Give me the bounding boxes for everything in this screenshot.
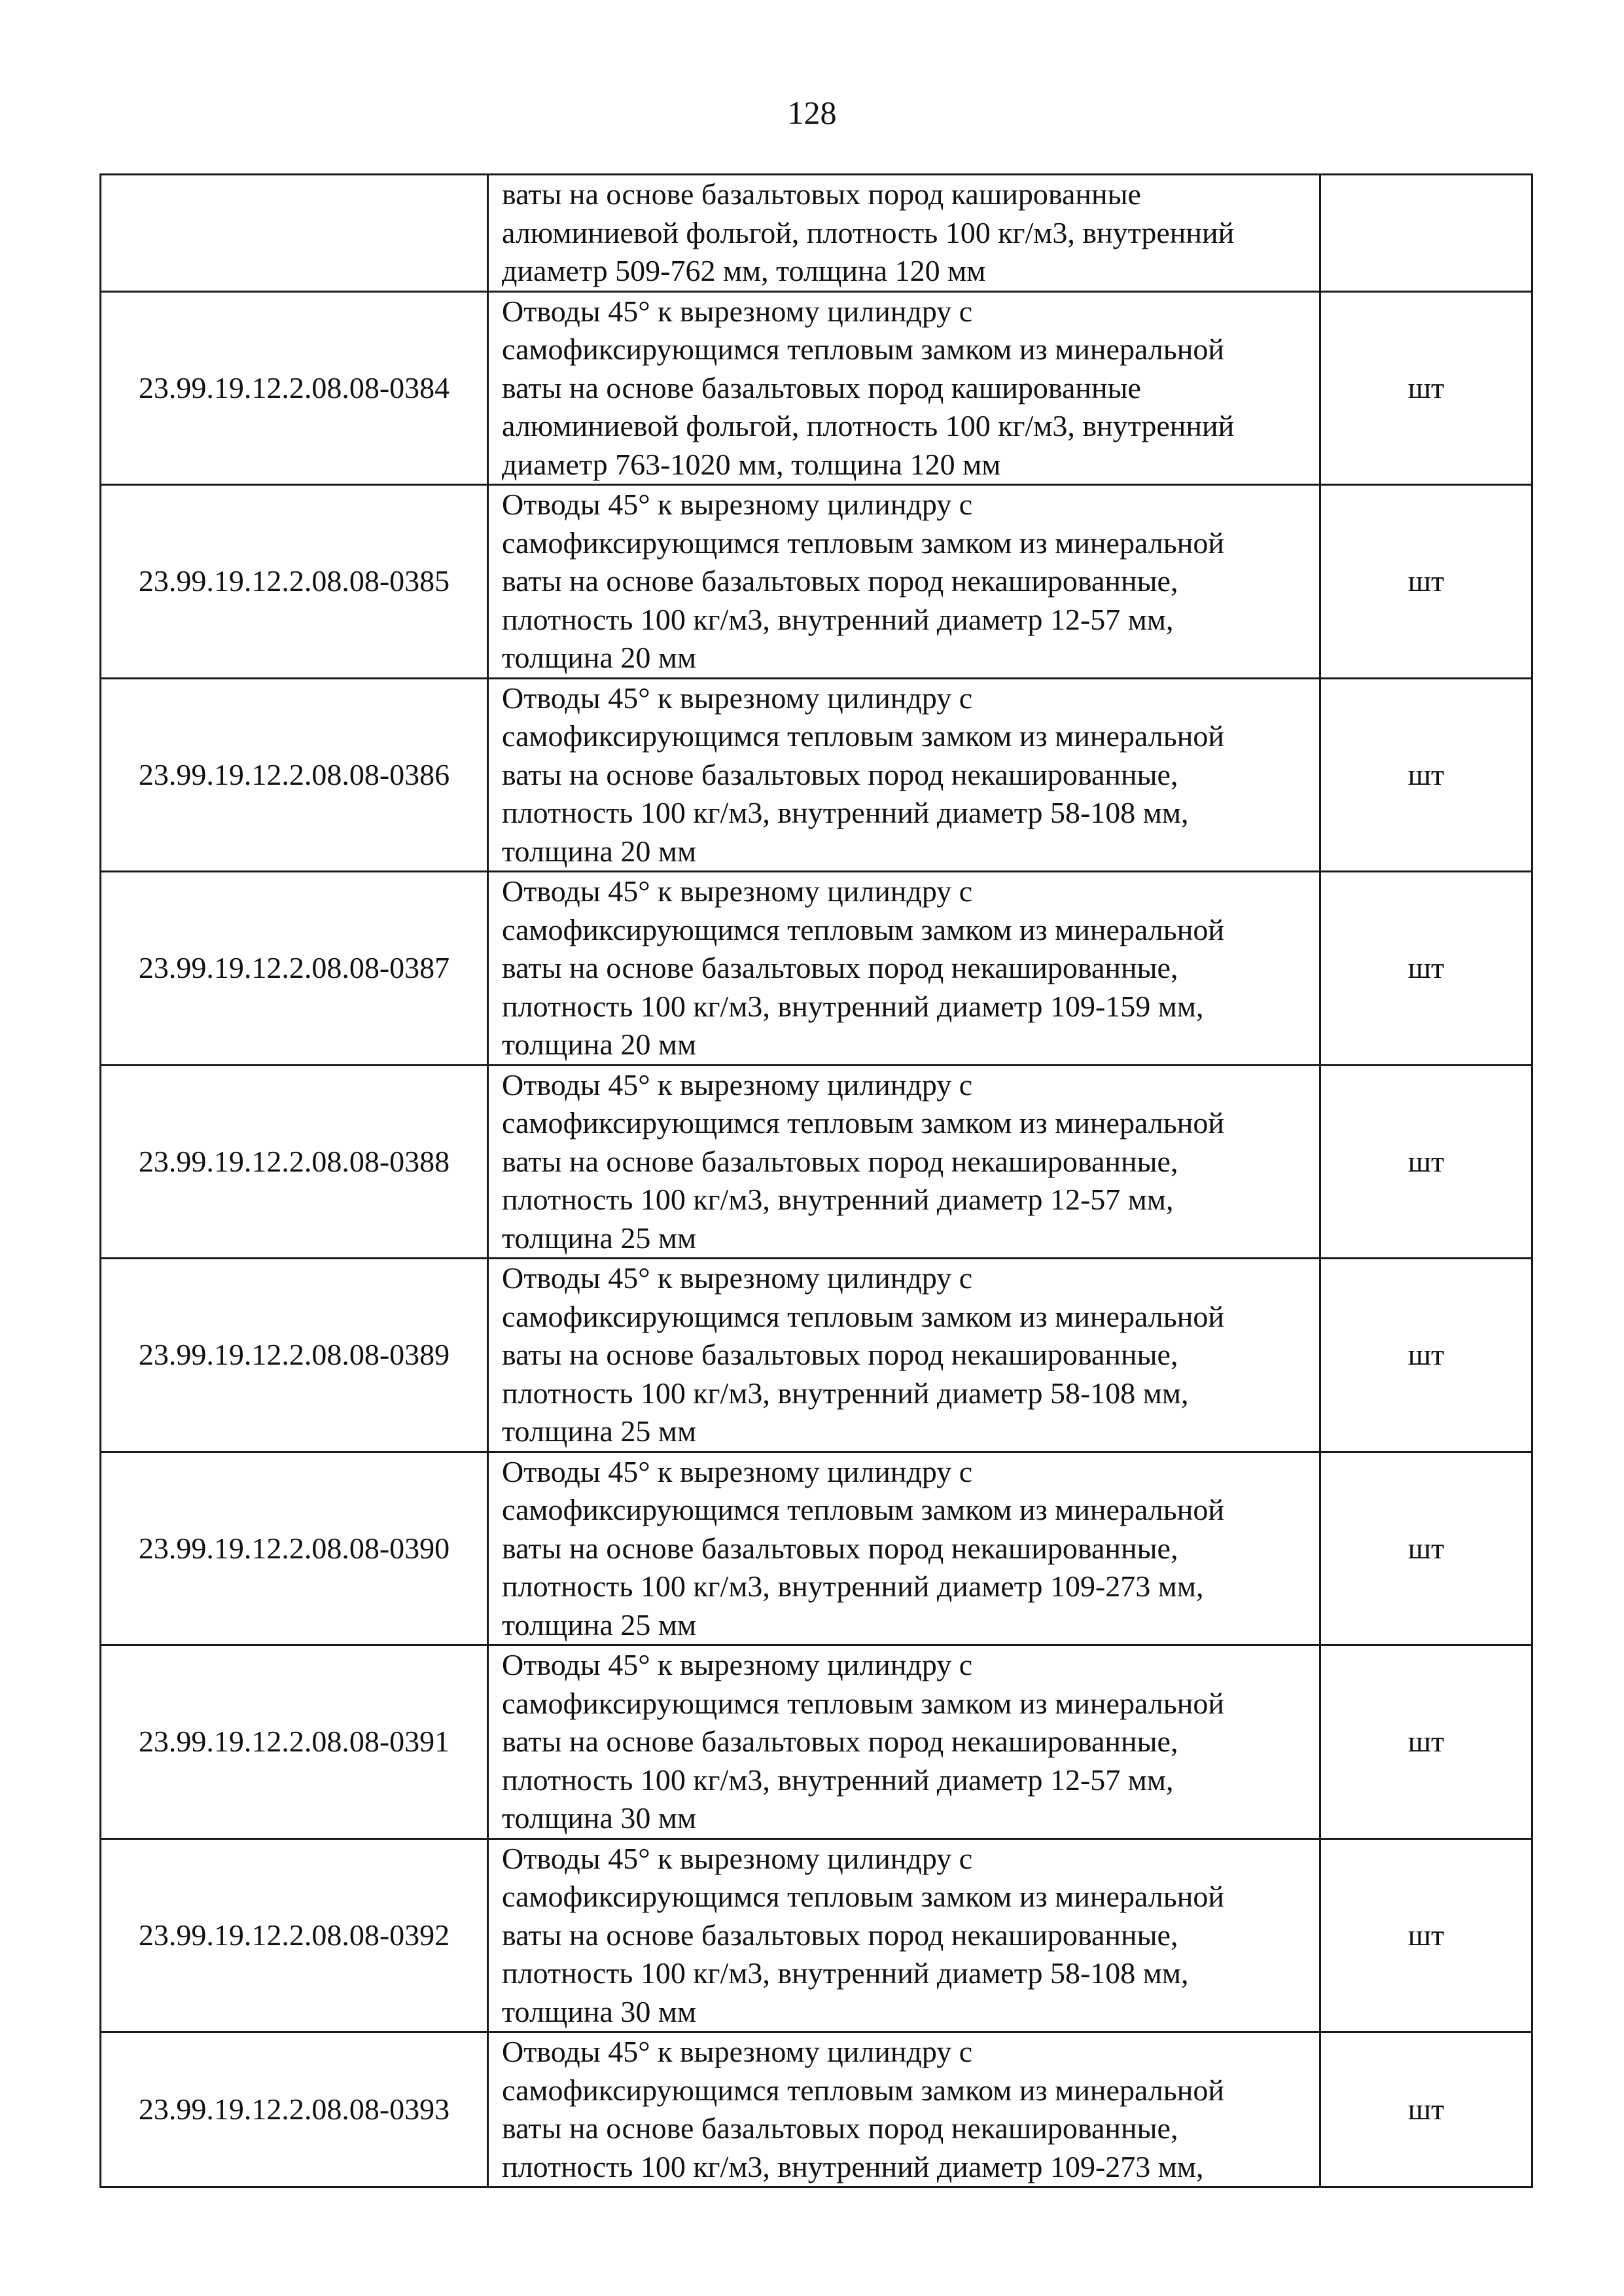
unit-of-measure: шт [1320, 872, 1532, 1066]
resource-description [488, 485, 1320, 679]
table-row [101, 175, 1532, 292]
resource-description [488, 2032, 1320, 2187]
resource-description [488, 291, 1320, 485]
resource-code: 23.99.19.12.2.08.08-0390 [101, 1452, 488, 1645]
resource-description [488, 1259, 1320, 1452]
unit-of-measure: шт [1320, 1065, 1532, 1259]
description-line: самофиксирующимся тепловым замком из минеральной [502, 719, 1224, 753]
resource-code [101, 175, 488, 292]
table-row [101, 291, 1532, 485]
description-line: алюминиевой фольгой, плотность 100 кг/м3, внутренний [502, 409, 1235, 442]
resource-description [488, 1065, 1320, 1259]
description-line: плотность 100 кг/м3, внутренний диаметр 58-108 мм, [502, 1956, 1189, 1990]
description-line: плотность 100 кг/м3, внутренний диаметр 12-57 мм, [502, 1763, 1174, 1797]
description-line: ваты на основе базальтовых пород кашированные [502, 177, 1141, 211]
description-line: самофиксирующимся тепловым замком из минеральной [502, 526, 1224, 560]
description-line: толщина 25 мм [502, 1221, 697, 1255]
table-row [101, 678, 1532, 872]
description-line: самофиксирующимся тепловым замком из минеральной [502, 1493, 1224, 1526]
unit-of-measure: шт [1320, 485, 1532, 679]
description-line: Отводы 45° к вырезному цилиндру с [502, 1841, 973, 1875]
table-row [101, 1065, 1532, 1259]
unit-of-measure: шт [1320, 1645, 1532, 1839]
description-line: толщина 25 мм [502, 1607, 697, 1641]
resource-code: 23.99.19.12.2.08.08-0392 [101, 1839, 488, 2032]
description-line: самофиксирующимся тепловым замком из минеральной [502, 1686, 1224, 1720]
description-line: самофиксирующимся тепловым замком из минеральной [502, 1106, 1224, 1139]
description-line: толщина 20 мм [502, 641, 697, 674]
description-line: ваты на основе базальтовых пород некашированные, [502, 1531, 1178, 1565]
description-line: плотность 100 кг/м3, внутренний диаметр 58-108 мм, [502, 1376, 1189, 1410]
description-line: алюминиевой фольгой, плотность 100 кг/м3, внутренний [502, 215, 1235, 249]
unit-of-measure [1320, 175, 1532, 292]
description-line: плотность 100 кг/м3, внутренний диаметр 109-159 мм, [502, 989, 1204, 1023]
description-line: толщина 25 мм [502, 1414, 697, 1448]
resource-code: 23.99.19.12.2.08.08-0384 [101, 291, 488, 485]
resource-code: 23.99.19.12.2.08.08-0387 [101, 872, 488, 1066]
unit-of-measure: шт [1320, 291, 1532, 485]
unit-of-measure: шт [1320, 2032, 1532, 2187]
resource-description [488, 1645, 1320, 1839]
table-row [101, 2032, 1532, 2187]
description-line: Отводы 45° к вырезному цилиндру с [502, 874, 973, 908]
page-number: 128 [787, 94, 837, 131]
table-row [101, 1839, 1532, 2032]
table-row [101, 1645, 1532, 1839]
description-line: самофиксирующимся тепловым замком из минеральной [502, 912, 1224, 946]
description-line: ваты на основе базальтовых пород некашированные, [502, 1144, 1178, 1178]
description-line: Отводы 45° к вырезному цилиндру с [502, 1454, 973, 1488]
resource-code: 23.99.19.12.2.08.08-0386 [101, 678, 488, 872]
resource-description [488, 1452, 1320, 1645]
resource-code: 23.99.19.12.2.08.08-0393 [101, 2032, 488, 2187]
resource-code: 23.99.19.12.2.08.08-0385 [101, 485, 488, 679]
description-line: ваты на основе базальтовых пород некашированные, [502, 1918, 1178, 1952]
description-line: Отводы 45° к вырезному цилиндру с [502, 294, 973, 328]
description-line: диаметр 509-762 мм, толщина 120 мм [502, 254, 986, 287]
description-line: Отводы 45° к вырезному цилиндру с [502, 681, 973, 715]
description-line: ваты на основе базальтовых пород некашированные, [502, 564, 1178, 598]
resource-code: 23.99.19.12.2.08.08-0388 [101, 1065, 488, 1259]
table-row [101, 872, 1532, 1066]
description-line: толщина 20 мм [502, 1028, 697, 1061]
description-line: толщина 20 мм [502, 834, 697, 868]
description-line: самофиксирующимся тепловым замком из минеральной [502, 332, 1224, 366]
description-line: Отводы 45° к вырезному цилиндру с [502, 488, 973, 521]
table-row [101, 1452, 1532, 1645]
table-row [101, 1259, 1532, 1452]
description-line: Отводы 45° к вырезному цилиндру с [502, 1261, 973, 1295]
resource-description [488, 678, 1320, 872]
description-line: ваты на основе базальтовых пород кашированные [502, 370, 1141, 404]
description-line: ваты на основе базальтовых пород некашированные, [502, 1725, 1178, 1758]
unit-of-measure: шт [1320, 1839, 1532, 2032]
description-line: плотность 100 кг/м3, внутренний диаметр 109-273 мм, [502, 2149, 1204, 2183]
description-line: Отводы 45° к вырезному цилиндру с [502, 1648, 973, 1681]
description-line: самофиксирующимся тепловым замком из минеральной [502, 2073, 1224, 2107]
description-line: плотность 100 кг/м3, внутренний диаметр 12-57 мм, [502, 602, 1174, 636]
description-line: диаметр 763-1020 мм, толщина 120 мм [502, 447, 1001, 481]
description-line: ваты на основе базальтовых пород некашированные, [502, 951, 1178, 984]
description-line: плотность 100 кг/м3, внутренний диаметр 109-273 мм, [502, 1570, 1204, 1603]
description-line: ваты на основе базальтовых пород некашированные, [502, 1338, 1178, 1371]
description-line: Отводы 45° к вырезному цилиндру с [502, 2035, 973, 2068]
unit-of-measure: шт [1320, 678, 1532, 872]
description-line: самофиксирующимся тепловым замком из минеральной [502, 1880, 1224, 1913]
resource-table [99, 173, 1533, 2188]
resource-description [488, 1839, 1320, 2032]
resource-code: 23.99.19.12.2.08.08-0389 [101, 1259, 488, 1452]
resource-description [488, 872, 1320, 1066]
description-line: плотность 100 кг/м3, внутренний диаметр 12-57 мм, [502, 1183, 1174, 1216]
resource-code: 23.99.19.12.2.08.08-0391 [101, 1645, 488, 1839]
description-line: ваты на основе базальтовых пород некашированные, [502, 757, 1178, 791]
description-line: ваты на основе базальтовых пород некашированные, [502, 2111, 1178, 2145]
description-line: толщина 30 мм [502, 1801, 697, 1835]
resource-description [488, 175, 1320, 292]
description-line: самофиксирующимся тепловым замком из минеральной [502, 1299, 1224, 1333]
description-line: толщина 30 мм [502, 1994, 697, 2028]
unit-of-measure: шт [1320, 1259, 1532, 1452]
description-line: плотность 100 кг/м3, внутренний диаметр 58-108 мм, [502, 796, 1189, 829]
table-row [101, 485, 1532, 679]
unit-of-measure: шт [1320, 1452, 1532, 1645]
description-line: Отводы 45° к вырезному цилиндру с [502, 1067, 973, 1102]
